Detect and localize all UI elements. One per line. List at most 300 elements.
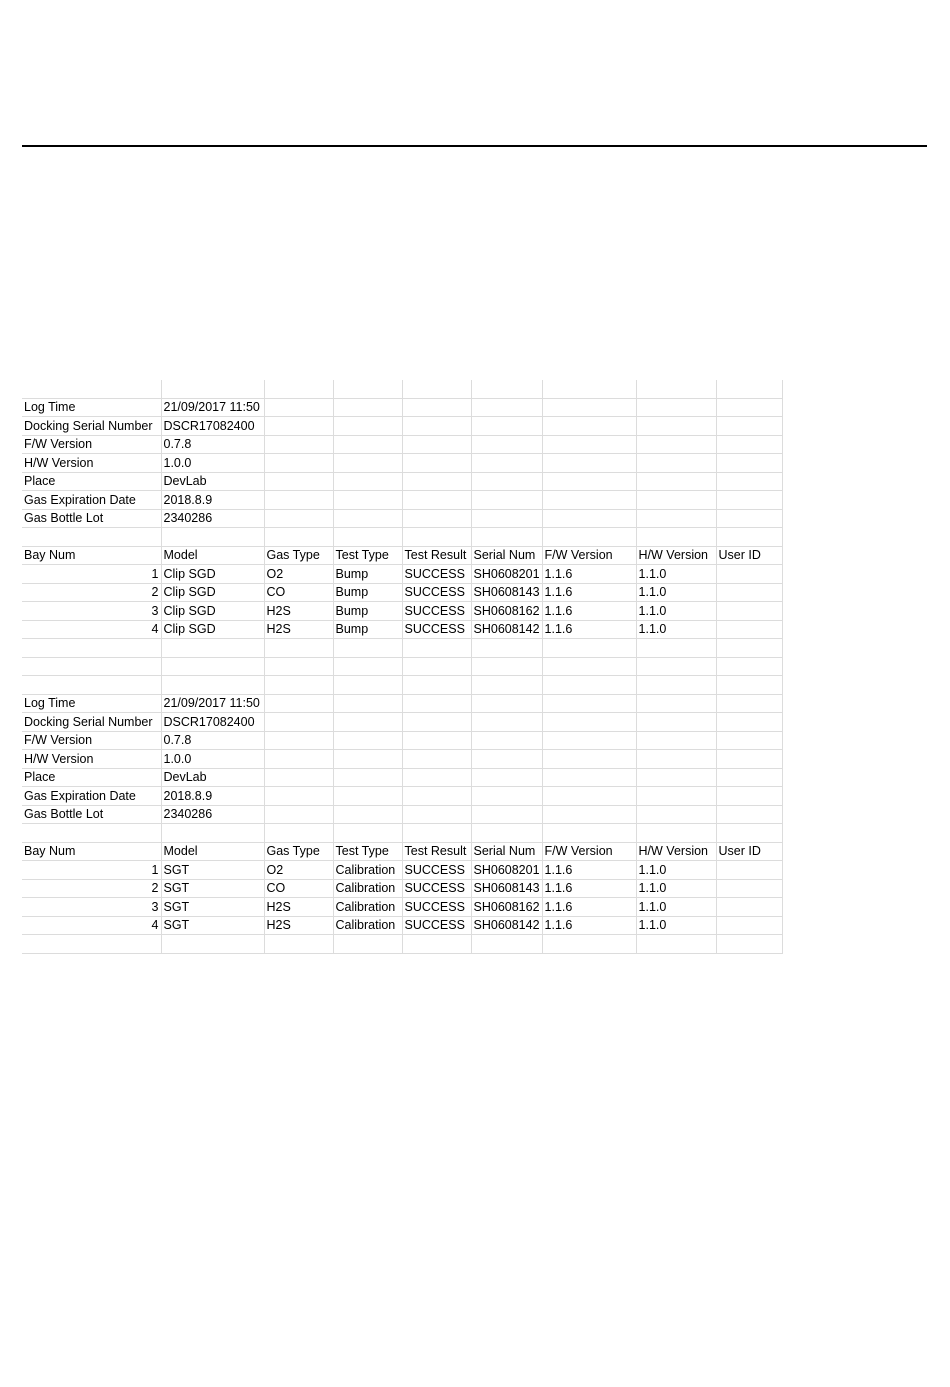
empty-cell[interactable]	[333, 417, 402, 436]
data-cell[interactable]	[716, 898, 782, 917]
data-cell[interactable]: SUCCESS	[402, 916, 471, 935]
data-cell[interactable]: 1.1.0	[636, 861, 716, 880]
info-value-cell[interactable]: 2340286	[161, 509, 264, 528]
empty-cell[interactable]	[542, 676, 636, 695]
empty-cell[interactable]	[636, 435, 716, 454]
data-cell[interactable]	[716, 602, 782, 621]
data-cell[interactable]: SGT	[161, 916, 264, 935]
empty-cell[interactable]	[471, 676, 542, 695]
empty-cell[interactable]	[161, 824, 264, 843]
empty-cell[interactable]	[716, 454, 782, 473]
empty-cell[interactable]	[402, 417, 471, 436]
blank-row	[22, 380, 782, 398]
info-label-cell[interactable]: Docking Serial Number	[22, 713, 161, 732]
empty-cell[interactable]	[402, 676, 471, 695]
empty-cell[interactable]	[402, 935, 471, 954]
blank-row	[22, 676, 782, 695]
empty-cell[interactable]	[716, 639, 782, 658]
table-row	[22, 583, 782, 602]
empty-cell[interactable]	[161, 380, 264, 398]
empty-cell[interactable]	[333, 935, 402, 954]
column-header-cell[interactable]: Test Type	[333, 842, 402, 861]
empty-cell[interactable]	[471, 713, 542, 732]
info-row	[22, 768, 782, 787]
column-header-cell[interactable]: Model	[161, 842, 264, 861]
info-label-cell[interactable]: Docking Serial Number	[22, 417, 161, 436]
info-value-cell[interactable]: 21/09/2017 11:50	[161, 694, 264, 713]
data-cell[interactable]: 1.1.6	[542, 916, 636, 935]
column-header-cell[interactable]: Serial Num	[471, 546, 542, 565]
info-value-cell[interactable]: 2018.8.9	[161, 787, 264, 806]
info-label-cell[interactable]: Gas Expiration Date	[22, 787, 161, 806]
data-cell[interactable]: 1.1.6	[542, 861, 636, 880]
empty-cell[interactable]	[542, 824, 636, 843]
blank-row	[22, 935, 782, 954]
empty-cell[interactable]	[402, 472, 471, 491]
empty-cell[interactable]	[542, 380, 636, 398]
empty-cell[interactable]	[333, 380, 402, 398]
empty-cell[interactable]	[716, 750, 782, 769]
empty-cell[interactable]	[264, 694, 333, 713]
empty-cell[interactable]	[333, 435, 402, 454]
empty-cell[interactable]	[716, 731, 782, 750]
column-header-cell[interactable]: User ID	[716, 842, 782, 861]
empty-cell[interactable]	[402, 528, 471, 547]
data-cell[interactable]	[716, 583, 782, 602]
data-cell[interactable]: CO	[264, 583, 333, 602]
info-value-cell[interactable]: 2340286	[161, 805, 264, 824]
empty-cell[interactable]	[636, 657, 716, 676]
empty-cell[interactable]	[333, 750, 402, 769]
data-cell[interactable]: 4	[22, 620, 161, 639]
empty-cell[interactable]	[471, 824, 542, 843]
empty-cell[interactable]	[542, 491, 636, 510]
empty-cell[interactable]	[471, 509, 542, 528]
data-cell[interactable]: Bump	[333, 620, 402, 639]
empty-cell[interactable]	[264, 750, 333, 769]
empty-cell[interactable]	[716, 805, 782, 824]
data-cell[interactable]	[716, 620, 782, 639]
empty-cell[interactable]	[636, 731, 716, 750]
empty-cell[interactable]	[402, 657, 471, 676]
data-cell[interactable]: SH0608162	[471, 602, 542, 621]
empty-cell[interactable]	[716, 398, 782, 417]
empty-cell[interactable]	[333, 805, 402, 824]
info-value-cell[interactable]: 2018.8.9	[161, 491, 264, 510]
data-cell[interactable]: SUCCESS	[402, 861, 471, 880]
info-row	[22, 787, 782, 806]
data-cell[interactable]	[716, 861, 782, 880]
empty-cell[interactable]	[542, 398, 636, 417]
empty-cell[interactable]	[264, 398, 333, 417]
empty-cell[interactable]	[333, 787, 402, 806]
info-row	[22, 398, 782, 417]
empty-cell[interactable]	[22, 935, 161, 954]
empty-cell[interactable]	[22, 639, 161, 658]
data-cell[interactable]: O2	[264, 565, 333, 584]
info-value-cell[interactable]: 21/09/2017 11:50	[161, 398, 264, 417]
empty-cell[interactable]	[636, 417, 716, 436]
info-label-cell[interactable]: F/W Version	[22, 435, 161, 454]
empty-cell[interactable]	[716, 435, 782, 454]
data-cell[interactable]: Clip SGD	[161, 583, 264, 602]
column-header-cell[interactable]: User ID	[716, 546, 782, 565]
empty-cell[interactable]	[22, 676, 161, 695]
empty-cell[interactable]	[716, 694, 782, 713]
data-cell[interactable]: Bump	[333, 602, 402, 621]
data-cell[interactable]: SUCCESS	[402, 879, 471, 898]
data-cell[interactable]: 2	[22, 879, 161, 898]
empty-cell[interactable]	[402, 824, 471, 843]
column-header-cell[interactable]: Test Result	[402, 842, 471, 861]
empty-cell[interactable]	[716, 676, 782, 695]
info-row	[22, 417, 782, 436]
empty-cell[interactable]	[471, 787, 542, 806]
empty-cell[interactable]	[161, 657, 264, 676]
data-cell[interactable]: Clip SGD	[161, 602, 264, 621]
empty-cell[interactable]	[402, 398, 471, 417]
empty-cell[interactable]	[333, 694, 402, 713]
empty-cell[interactable]	[22, 528, 161, 547]
empty-cell[interactable]	[636, 824, 716, 843]
data-cell[interactable]: SH0608142	[471, 916, 542, 935]
data-cell[interactable]: 1	[22, 565, 161, 584]
blank-row	[22, 824, 782, 843]
data-cell[interactable]: 1.1.0	[636, 565, 716, 584]
empty-cell[interactable]	[716, 472, 782, 491]
empty-cell[interactable]	[636, 935, 716, 954]
empty-cell[interactable]	[264, 676, 333, 695]
table-row	[22, 861, 782, 880]
empty-cell[interactable]	[264, 435, 333, 454]
data-cell[interactable]: O2	[264, 861, 333, 880]
info-label-cell[interactable]: H/W Version	[22, 454, 161, 473]
empty-cell[interactable]	[471, 398, 542, 417]
empty-cell[interactable]	[636, 509, 716, 528]
data-cell[interactable]: H2S	[264, 898, 333, 917]
empty-cell[interactable]	[471, 639, 542, 658]
column-header-cell[interactable]: H/W Version	[636, 546, 716, 565]
empty-cell[interactable]	[636, 750, 716, 769]
data-cell[interactable]: SGT	[161, 879, 264, 898]
empty-cell[interactable]	[471, 750, 542, 769]
data-cell[interactable]: SH0608143	[471, 583, 542, 602]
info-label-cell[interactable]: Place	[22, 768, 161, 787]
column-header-cell[interactable]: Gas Type	[264, 842, 333, 861]
empty-cell[interactable]	[636, 676, 716, 695]
empty-cell[interactable]	[333, 398, 402, 417]
data-cell[interactable]: 1.1.6	[542, 602, 636, 621]
data-cell[interactable]	[716, 879, 782, 898]
empty-cell[interactable]	[264, 935, 333, 954]
empty-cell[interactable]	[471, 731, 542, 750]
empty-cell[interactable]	[264, 805, 333, 824]
info-value-cell[interactable]: 0.7.8	[161, 731, 264, 750]
column-header-cell[interactable]: Bay Num	[22, 842, 161, 861]
empty-cell[interactable]	[471, 528, 542, 547]
empty-cell[interactable]	[542, 805, 636, 824]
data-cell[interactable]: 1.1.0	[636, 916, 716, 935]
data-cell[interactable]: 2	[22, 583, 161, 602]
empty-cell[interactable]	[716, 491, 782, 510]
data-cell[interactable]: H2S	[264, 916, 333, 935]
empty-cell[interactable]	[716, 713, 782, 732]
data-cell[interactable]: 1.1.0	[636, 620, 716, 639]
info-row	[22, 491, 782, 510]
empty-cell[interactable]	[471, 380, 542, 398]
empty-cell[interactable]	[716, 417, 782, 436]
data-cell[interactable]: 3	[22, 898, 161, 917]
info-label-cell[interactable]: Log Time	[22, 694, 161, 713]
info-value-cell[interactable]: DevLab	[161, 768, 264, 787]
empty-cell[interactable]	[402, 805, 471, 824]
empty-cell[interactable]	[264, 713, 333, 732]
header-rule	[22, 145, 927, 147]
empty-cell[interactable]	[471, 435, 542, 454]
empty-cell[interactable]	[636, 472, 716, 491]
empty-cell[interactable]	[264, 787, 333, 806]
spreadsheet-log	[22, 380, 783, 954]
data-cell[interactable]: SH0608201	[471, 565, 542, 584]
empty-cell[interactable]	[471, 657, 542, 676]
empty-cell[interactable]	[333, 713, 402, 732]
empty-cell[interactable]	[264, 472, 333, 491]
empty-cell[interactable]	[402, 713, 471, 732]
info-value-cell[interactable]: 1.0.0	[161, 454, 264, 473]
empty-cell[interactable]	[264, 768, 333, 787]
info-value-cell[interactable]: DSCR17082400	[161, 713, 264, 732]
empty-cell[interactable]	[264, 380, 333, 398]
empty-cell[interactable]	[161, 528, 264, 547]
empty-cell[interactable]	[636, 694, 716, 713]
data-cell[interactable]: 1.1.0	[636, 898, 716, 917]
empty-cell[interactable]	[471, 454, 542, 473]
empty-cell[interactable]	[636, 491, 716, 510]
empty-cell[interactable]	[471, 694, 542, 713]
info-label-cell[interactable]: Gas Bottle Lot	[22, 805, 161, 824]
info-row	[22, 472, 782, 491]
data-cell[interactable]	[716, 565, 782, 584]
data-cell[interactable]: Bump	[333, 565, 402, 584]
info-label-cell[interactable]: Place	[22, 472, 161, 491]
empty-cell[interactable]	[542, 454, 636, 473]
data-cell[interactable]: Bump	[333, 583, 402, 602]
empty-cell[interactable]	[636, 805, 716, 824]
empty-cell[interactable]	[333, 731, 402, 750]
column-header-cell[interactable]: Model	[161, 546, 264, 565]
empty-cell[interactable]	[22, 657, 161, 676]
empty-cell[interactable]	[471, 935, 542, 954]
info-label-cell[interactable]: Log Time	[22, 398, 161, 417]
empty-cell[interactable]	[402, 380, 471, 398]
empty-cell[interactable]	[542, 787, 636, 806]
data-cell[interactable]: 1.1.6	[542, 583, 636, 602]
empty-cell[interactable]	[402, 639, 471, 658]
empty-cell[interactable]	[264, 417, 333, 436]
data-cell[interactable]: CO	[264, 879, 333, 898]
empty-cell[interactable]	[333, 509, 402, 528]
data-cell[interactable]	[716, 916, 782, 935]
empty-cell[interactable]	[264, 731, 333, 750]
data-cell[interactable]: SGT	[161, 898, 264, 917]
empty-cell[interactable]	[636, 398, 716, 417]
column-header-cell[interactable]: Gas Type	[264, 546, 333, 565]
empty-cell[interactable]	[333, 454, 402, 473]
data-cell[interactable]: 3	[22, 602, 161, 621]
data-cell[interactable]: Clip SGD	[161, 565, 264, 584]
empty-cell[interactable]	[402, 454, 471, 473]
empty-cell[interactable]	[542, 713, 636, 732]
info-row	[22, 435, 782, 454]
data-cell[interactable]: Calibration	[333, 916, 402, 935]
column-header-cell[interactable]: Test Result	[402, 546, 471, 565]
empty-cell[interactable]	[333, 491, 402, 510]
data-cell[interactable]: Calibration	[333, 861, 402, 880]
empty-cell[interactable]	[264, 824, 333, 843]
data-cell[interactable]: 1.1.6	[542, 620, 636, 639]
empty-cell[interactable]	[161, 935, 264, 954]
data-cell[interactable]: SH0608143	[471, 879, 542, 898]
empty-cell[interactable]	[542, 768, 636, 787]
data-cell[interactable]: SUCCESS	[402, 898, 471, 917]
empty-cell[interactable]	[333, 824, 402, 843]
empty-cell[interactable]	[333, 528, 402, 547]
empty-cell[interactable]	[22, 824, 161, 843]
empty-cell[interactable]	[402, 731, 471, 750]
info-label-cell[interactable]: H/W Version	[22, 750, 161, 769]
column-header-cell[interactable]: Bay Num	[22, 546, 161, 565]
empty-cell[interactable]	[542, 639, 636, 658]
empty-cell[interactable]	[402, 750, 471, 769]
data-cell[interactable]: Clip SGD	[161, 620, 264, 639]
column-header-cell[interactable]: Serial Num	[471, 842, 542, 861]
column-header-cell[interactable]: F/W Version	[542, 546, 636, 565]
empty-cell[interactable]	[542, 935, 636, 954]
empty-cell[interactable]	[264, 454, 333, 473]
data-cell[interactable]: SUCCESS	[402, 620, 471, 639]
info-label-cell[interactable]: F/W Version	[22, 731, 161, 750]
data-cell[interactable]: SH0608142	[471, 620, 542, 639]
empty-cell[interactable]	[542, 657, 636, 676]
empty-cell[interactable]	[716, 768, 782, 787]
empty-cell[interactable]	[636, 454, 716, 473]
info-value-cell[interactable]: 0.7.8	[161, 435, 264, 454]
data-cell[interactable]: SH0608162	[471, 898, 542, 917]
info-label-cell[interactable]: Gas Bottle Lot	[22, 509, 161, 528]
column-header-cell[interactable]: Test Type	[333, 546, 402, 565]
empty-cell[interactable]	[471, 768, 542, 787]
empty-cell[interactable]	[542, 750, 636, 769]
empty-cell[interactable]	[161, 676, 264, 695]
info-row	[22, 509, 782, 528]
table-row	[22, 916, 782, 935]
data-cell[interactable]: 1.1.6	[542, 898, 636, 917]
empty-cell[interactable]	[636, 528, 716, 547]
empty-cell[interactable]	[264, 491, 333, 510]
info-row	[22, 805, 782, 824]
data-cell[interactable]: 4	[22, 916, 161, 935]
empty-cell[interactable]	[264, 639, 333, 658]
empty-cell[interactable]	[402, 694, 471, 713]
empty-cell[interactable]	[716, 528, 782, 547]
empty-cell[interactable]	[542, 435, 636, 454]
empty-cell[interactable]	[716, 657, 782, 676]
empty-cell[interactable]	[542, 417, 636, 436]
blank-row	[22, 639, 782, 658]
empty-cell[interactable]	[542, 472, 636, 491]
empty-cell[interactable]	[636, 768, 716, 787]
empty-cell[interactable]	[402, 491, 471, 510]
data-cell[interactable]: SUCCESS	[402, 602, 471, 621]
empty-cell[interactable]	[402, 435, 471, 454]
empty-cell[interactable]	[333, 676, 402, 695]
data-cell[interactable]: Calibration	[333, 879, 402, 898]
data-cell[interactable]: SUCCESS	[402, 565, 471, 584]
data-cell[interactable]: SUCCESS	[402, 583, 471, 602]
empty-cell[interactable]	[636, 787, 716, 806]
empty-cell[interactable]	[716, 824, 782, 843]
empty-cell[interactable]	[264, 509, 333, 528]
empty-cell[interactable]	[716, 787, 782, 806]
empty-cell[interactable]	[264, 657, 333, 676]
empty-cell[interactable]	[542, 731, 636, 750]
data-cell[interactable]: 1.1.0	[636, 879, 716, 898]
empty-cell[interactable]	[716, 935, 782, 954]
data-cell[interactable]: Calibration	[333, 898, 402, 917]
info-row	[22, 694, 782, 713]
empty-cell[interactable]	[471, 472, 542, 491]
empty-cell[interactable]	[542, 509, 636, 528]
empty-cell[interactable]	[636, 380, 716, 398]
empty-cell[interactable]	[402, 768, 471, 787]
empty-cell[interactable]	[471, 491, 542, 510]
empty-cell[interactable]	[636, 639, 716, 658]
data-cell[interactable]: 1.1.0	[636, 583, 716, 602]
data-cell[interactable]: 1.1.6	[542, 879, 636, 898]
blank-row	[22, 657, 782, 676]
data-cell[interactable]: 1.1.6	[542, 565, 636, 584]
info-label-cell[interactable]: Gas Expiration Date	[22, 491, 161, 510]
empty-cell[interactable]	[333, 472, 402, 491]
empty-cell[interactable]	[542, 694, 636, 713]
empty-cell[interactable]	[542, 528, 636, 547]
data-cell[interactable]: 1	[22, 861, 161, 880]
empty-cell[interactable]	[716, 380, 782, 398]
empty-cell[interactable]	[264, 528, 333, 547]
data-cell[interactable]: SH0608201	[471, 861, 542, 880]
info-value-cell[interactable]: DevLab	[161, 472, 264, 491]
empty-cell[interactable]	[471, 417, 542, 436]
empty-cell[interactable]	[471, 805, 542, 824]
empty-cell[interactable]	[333, 768, 402, 787]
empty-cell[interactable]	[402, 787, 471, 806]
column-header-cell[interactable]: H/W Version	[636, 842, 716, 861]
info-value-cell[interactable]: 1.0.0	[161, 750, 264, 769]
empty-cell[interactable]	[161, 639, 264, 658]
data-cell[interactable]: SGT	[161, 861, 264, 880]
column-header-cell[interactable]: F/W Version	[542, 842, 636, 861]
empty-cell[interactable]	[636, 713, 716, 732]
empty-cell[interactable]	[402, 509, 471, 528]
empty-cell[interactable]	[333, 657, 402, 676]
empty-cell[interactable]	[22, 380, 161, 398]
empty-cell[interactable]	[716, 509, 782, 528]
info-value-cell[interactable]: DSCR17082400	[161, 417, 264, 436]
empty-cell[interactable]	[333, 639, 402, 658]
data-cell[interactable]: H2S	[264, 602, 333, 621]
data-cell[interactable]: 1.1.0	[636, 602, 716, 621]
data-cell[interactable]: H2S	[264, 620, 333, 639]
